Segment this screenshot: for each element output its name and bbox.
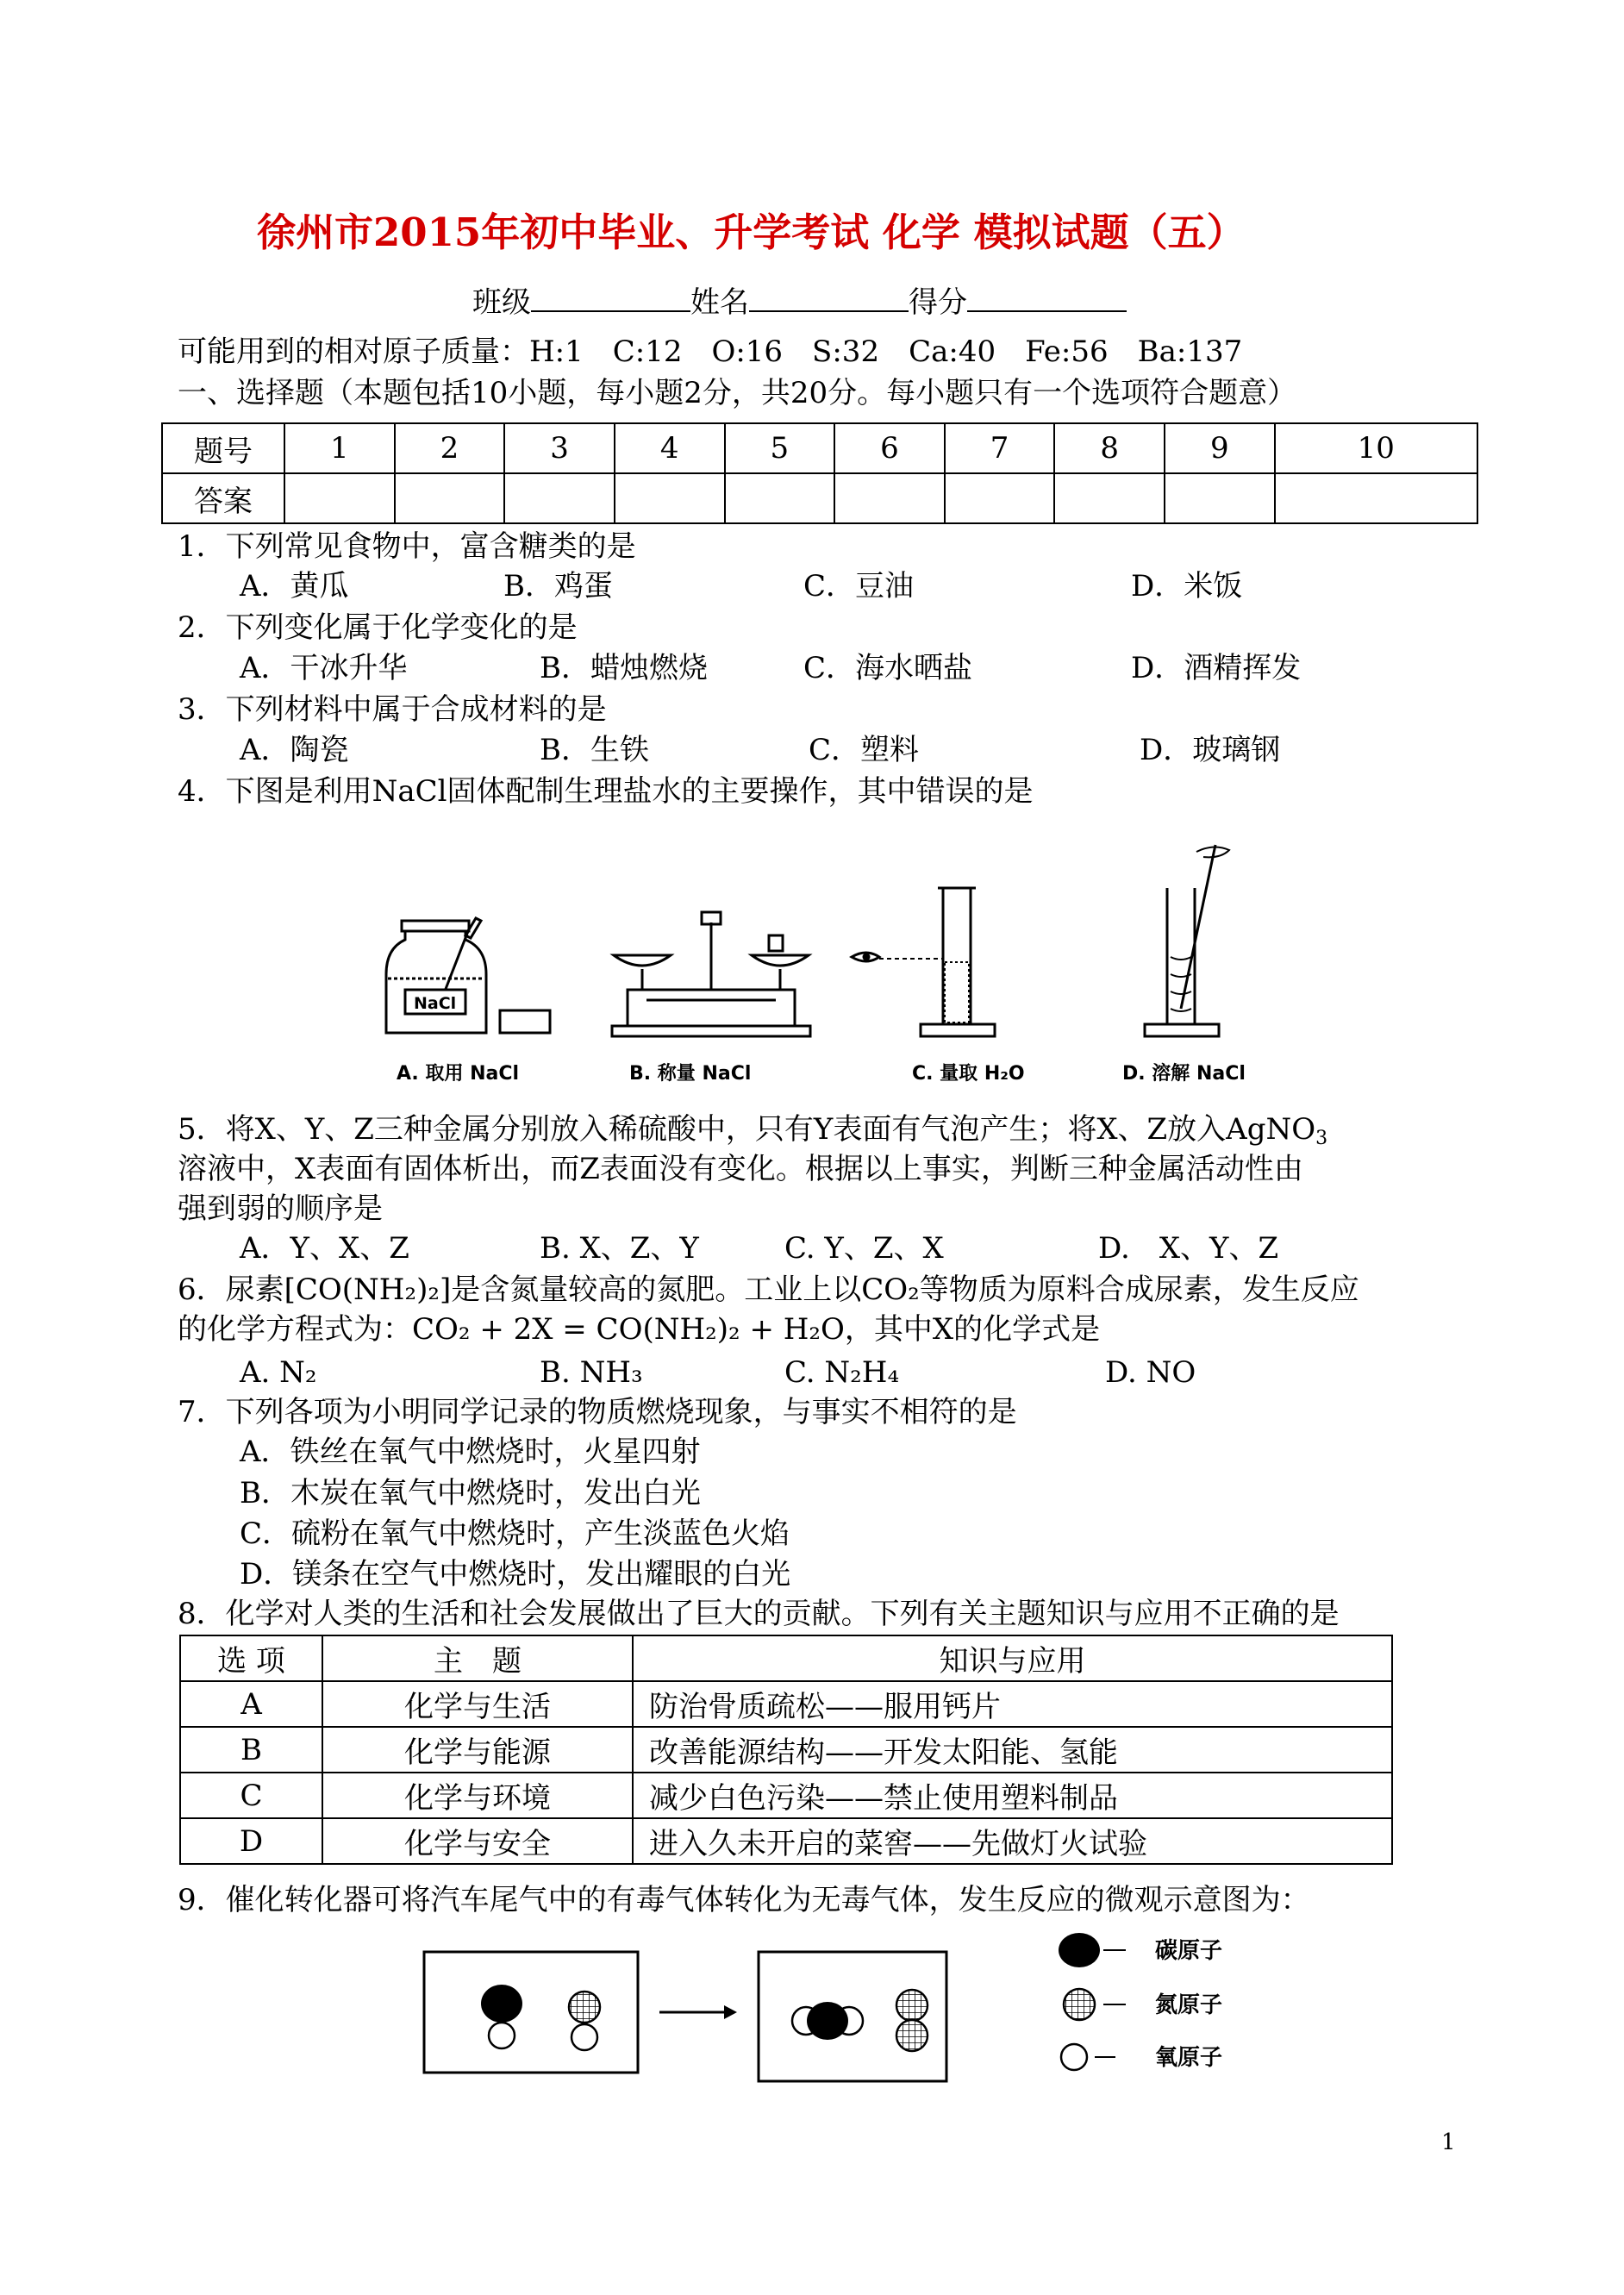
q7-option-c: C．硫粉在氧气中燃烧时，产生淡蓝色火焰 (240, 1516, 790, 1551)
answer-cell[interactable] (1054, 473, 1165, 523)
question-8-stem: 8．化学对人类的生活和社会发展做出了巨大的贡献。下列有关主题知识与应用不正确的是 (178, 1597, 1340, 1631)
table-cell: 10 (1275, 423, 1477, 473)
answer-cell[interactable] (945, 473, 1055, 523)
q4-figure (379, 828, 1276, 1095)
q5-option-c: C. Y、Z、X (784, 1231, 944, 1266)
q7-option-a: A．铁丝在氧气中燃烧时，火星四射 (240, 1435, 701, 1469)
table-row (180, 1727, 1392, 1773)
question-4-stem: 4．下图是利用NaCl固体配制生理盐水的主要操作，其中错误的是 (178, 774, 1034, 809)
info-line (472, 281, 1127, 322)
table-row (180, 1681, 1392, 1727)
question-7-stem: 7．下列各项为小明同学记录的物质燃烧现象，与事实不相符的是 (178, 1395, 1017, 1429)
table-cell: D (180, 1818, 322, 1864)
table-row (180, 1773, 1392, 1818)
table-cell: 1 (284, 423, 395, 473)
table-cell: 4 (615, 423, 725, 473)
q7-option-b: B．木炭在氧气中燃烧时，发出白光 (240, 1476, 701, 1510)
question-5-line3: 强到弱的顺序是 (178, 1191, 383, 1226)
cylinder-icon (879, 888, 995, 1036)
q3-option-b: B．生铁 (540, 733, 649, 767)
caption-c: C. 量取 H₂O (912, 1063, 1025, 1085)
caption-b: B. 称量 NaCl (629, 1063, 752, 1085)
q5-option-b: B. X、Z、Y (540, 1231, 699, 1266)
table-cell: A (180, 1681, 322, 1727)
table-row (162, 473, 1477, 523)
question-6-line1: 6．尿素[CO(NH₂)₂]是含氮量较高的氮肥。工业上以CO₂等物质为原料合成尿素，发生反应 (178, 1273, 1359, 1307)
q2-option-d: D．酒精挥发 (1131, 651, 1302, 685)
arrow-icon (659, 2005, 737, 2019)
reactants-box (424, 1952, 638, 2073)
oxygen-atom-icon (1061, 2044, 1087, 2070)
q1-option-a: A．黄瓜 (240, 569, 349, 603)
table-header: 主 题 (322, 1635, 633, 1681)
answer-cell[interactable] (1165, 473, 1275, 523)
q2-option-a: A．干冰升华 (240, 651, 408, 685)
q2-option-c: C．海水晒盐 (803, 651, 973, 685)
answer-cell[interactable] (504, 473, 615, 523)
atomic-masses: 可能用到的相对原子质量：H:1 C:12 O:16 S:32 Ca:40 Fe:56 Ba:137 (178, 335, 1243, 369)
question-5-line1 (178, 1110, 1327, 1148)
table-cell: 防治骨质疏松——服用钙片 (633, 1681, 1392, 1727)
q5-subscript: 3 (1315, 1128, 1328, 1149)
table-row (180, 1635, 1392, 1681)
q5-option-a: A．Y、X、Z (240, 1231, 409, 1266)
table-cell: 6 (834, 423, 945, 473)
q1-option-c: C．豆油 (803, 569, 915, 603)
question-1-stem: 1．下列常见食物中，富含糖类的是 (178, 529, 636, 564)
question-2-stem: 2．下列变化属于化学变化的是 (178, 610, 578, 645)
q3-option-a: A．陶瓷 (240, 733, 349, 767)
question-5-line2: 溶液中，X表面有固体析出，而Z表面没有变化。根据以上事实，判断三种金属活动性由 (178, 1152, 1303, 1186)
q6-option-c: C. N₂H₄ (784, 1355, 900, 1390)
table-header: 选 项 (180, 1635, 322, 1681)
question-6-line2: 的化学方程式为：CO₂ + 2X = CO(NH₂)₂ + H₂O，其中X的化学式是 (178, 1312, 1101, 1347)
q5-text: 5．将X、Y、Z三种金属分别放入稀硫酸中，只有Y表面有气泡产生；将X、Z放入AgNO (178, 1112, 1316, 1147)
n2-molecule (896, 1990, 928, 2051)
table-cell: B (180, 1727, 322, 1773)
table-cell: 改善能源结构——开发太阳能、氢能 (633, 1727, 1392, 1773)
class-label: 班级 (472, 285, 531, 320)
answer-cell[interactable] (1275, 473, 1477, 523)
table-cell: 化学与安全 (322, 1818, 633, 1864)
legend-carbon: 碳原子 (1155, 1938, 1223, 1964)
jar-label: NaCl (414, 994, 457, 1013)
table-cell: 8 (1054, 423, 1165, 473)
q3-option-d: D．玻璃钢 (1140, 733, 1281, 767)
question-3-stem: 3．下列材料中属于合成材料的是 (178, 692, 607, 727)
table-cell: 题号 (162, 423, 284, 473)
table-cell: 化学与环境 (322, 1773, 633, 1818)
caption-a: A. 取用 NaCl (397, 1063, 520, 1085)
table-cell: 3 (504, 423, 615, 473)
q6-option-b: B. NH₃ (540, 1355, 643, 1390)
balance-icon (612, 912, 810, 1036)
name-field[interactable] (749, 281, 909, 312)
table-row (162, 423, 1477, 473)
class-field[interactable] (531, 281, 690, 312)
eye-icon (852, 953, 879, 961)
table-cell: 减少白色污染——禁止使用塑料制品 (633, 1773, 1392, 1818)
answer-cell[interactable] (834, 473, 945, 523)
answer-cell[interactable] (725, 473, 835, 523)
table-cell: C (180, 1773, 322, 1818)
answer-cell[interactable] (284, 473, 395, 523)
q3-option-c: C．塑料 (809, 733, 920, 767)
answer-table (161, 422, 1478, 524)
caption-d: D. 溶解 NaCl (1122, 1063, 1246, 1085)
q1-option-d: D．米饭 (1131, 569, 1243, 603)
q6-option-d: D. NO (1105, 1355, 1196, 1390)
page-title: 徐州市2015年初中毕业、升学考试 化学 模拟试题（五） (257, 209, 1246, 255)
table-cell: 化学与生活 (322, 1681, 633, 1727)
table-cell: 5 (725, 423, 835, 473)
nitrogen-atom-icon (1064, 1989, 1095, 2020)
table-cell: 进入久未开启的菜窖——先做灯火试验 (633, 1818, 1392, 1864)
score-field[interactable] (967, 281, 1127, 312)
table-cell: 答案 (162, 473, 284, 523)
table-cell: 2 (395, 423, 505, 473)
name-label: 姓名 (690, 285, 749, 320)
q9-reaction-diagram (414, 1928, 1276, 2100)
table-cell: 化学与能源 (322, 1727, 633, 1773)
carbon-atom-icon (1059, 1933, 1100, 1967)
question-9-stem: 9．催化转化器可将汽车尾气中的有毒气体转化为无毒气体，发生反应的微观示意图为： (178, 1883, 1310, 1917)
no-molecule (569, 1992, 600, 2050)
co2-molecule (792, 2002, 863, 2040)
page-number: 1 (1441, 2129, 1456, 2155)
answer-cell[interactable] (615, 473, 725, 523)
co-molecule (481, 1985, 522, 2048)
legend-nitrogen: 氮原子 (1155, 1992, 1223, 2018)
table-cell: 9 (1165, 423, 1275, 473)
legend-oxygen: 氧原子 (1155, 2045, 1223, 2071)
table-header: 知识与应用 (633, 1635, 1392, 1681)
q6-option-a: A. N₂ (240, 1355, 317, 1390)
table-cell: 7 (945, 423, 1055, 473)
answer-cell[interactable] (395, 473, 505, 523)
score-label: 得分 (909, 285, 967, 320)
q8-table (179, 1635, 1393, 1865)
q1-option-b: B．鸡蛋 (503, 569, 613, 603)
q7-option-d: D．镁条在空气中燃烧时，发出耀眼的白光 (240, 1557, 791, 1591)
section-heading: 一、选择题（本题包括10小题，每小题2分，共20分。每小题只有一个选项符合题意） (178, 376, 1297, 410)
q2-option-b: B．蜡烛燃烧 (540, 651, 708, 685)
jar-icon (386, 918, 550, 1033)
table-row (180, 1818, 1392, 1864)
beaker-stirring-icon (1145, 845, 1229, 1036)
q5-option-d: D. X、Y、Z (1098, 1231, 1279, 1266)
